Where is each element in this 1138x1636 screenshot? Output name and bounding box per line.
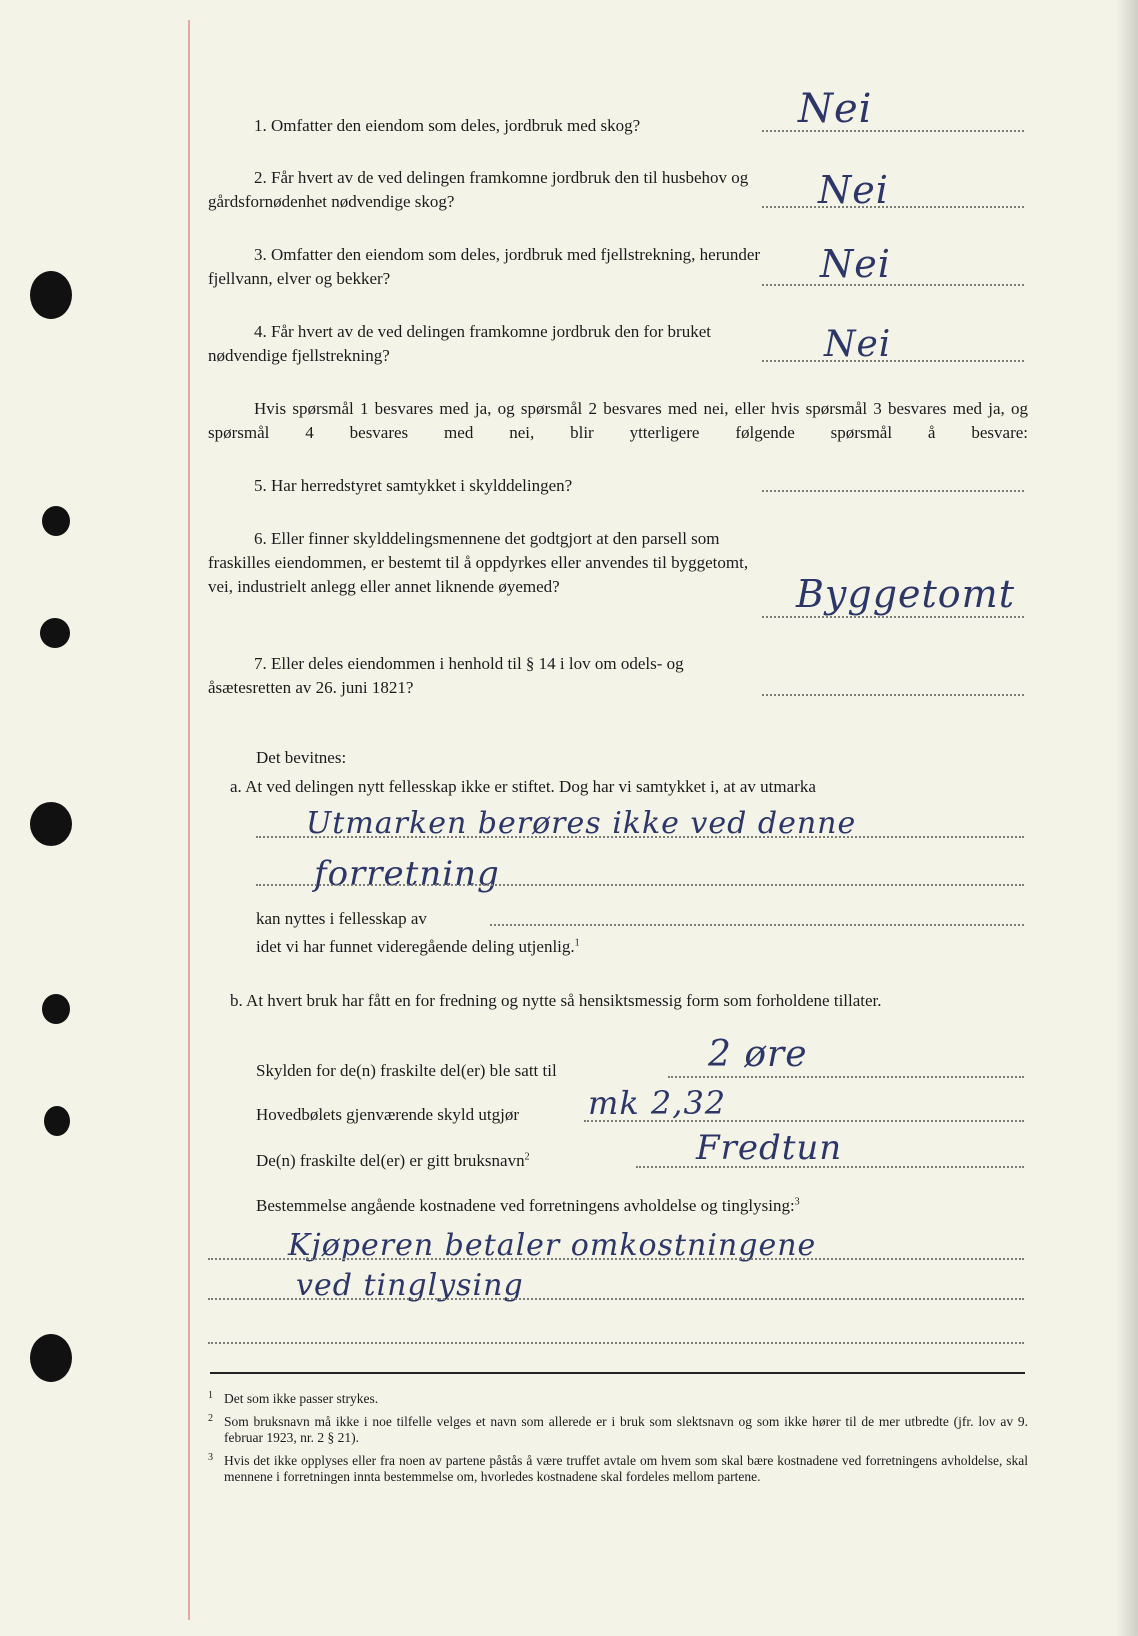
- punch-hole: [30, 1334, 72, 1382]
- skyld-line: [668, 1076, 1024, 1078]
- witness-heading: Det bevitnes:: [256, 748, 347, 767]
- question-3-text: 3. Omfatter den eiendom som deles, jordbruk med fjellstrekning, herunder fjellvann, elver og bekker?: [208, 245, 761, 288]
- footnote-2: [208, 1414, 1028, 1446]
- punch-hole: [42, 994, 70, 1024]
- witness-a-text: a. At ved delingen nytt fellesskap ikke er stiftet. Dog har vi samtykket i, at av utmarka: [230, 777, 816, 796]
- skyld-label: Skylden for de(n) fraskilte del(er) ble satt til: [256, 1061, 557, 1080]
- question-7-text: 7. Eller deles eiendommen i henhold til § 14 i lov om odels- og åsætesretten av 26. juni 1821?: [208, 654, 684, 697]
- answer-line-3: [762, 284, 1024, 286]
- red-margin-line: [188, 20, 190, 1620]
- footnote-1-text: Det som ikke passer strykes.: [224, 1391, 379, 1406]
- answer-line-2: [762, 206, 1024, 208]
- answer-line-4: [762, 360, 1024, 362]
- bruksnavn-label: [256, 1149, 530, 1173]
- bruksnavn-value-handwritten: Fredtun: [696, 1128, 843, 1168]
- witness-a-line-1: [256, 836, 1024, 838]
- footnote-1: [208, 1391, 1028, 1407]
- footnote-ref-1: 1: [574, 937, 580, 949]
- footnote-ref-3: 3: [794, 1196, 800, 1208]
- answer-6-handwritten: Byggetomt: [796, 572, 1015, 616]
- footnote-2-text: Som bruksnavn må ikke i noe tilfelle velges et navn som allerede er i bruk som slektsnavn og som ikke hører til de mer utbredte (jfr. lov av 9. februar 1923, nr. 2 § 21).: [224, 1414, 1028, 1445]
- hoved-label: Hovedbølets gjenværende skyld utgjør: [256, 1105, 519, 1124]
- witness-a-reason-text: idet vi har funnet videregående deling utjenlig.: [256, 937, 575, 956]
- witness-a-line-2: [256, 884, 1024, 886]
- answer-line-7: [762, 694, 1024, 696]
- witness-a-handwritten-line-2: forretning: [314, 854, 500, 894]
- footnote-separator: [210, 1372, 1025, 1374]
- punch-hole: [40, 618, 70, 648]
- question-2-text: 2. Får hvert av de ved delingen framkomne jordbruk den til husbehov og gårdsfornødenhet nødvendige skog?: [208, 168, 749, 211]
- punch-hole: [44, 1106, 70, 1136]
- question-1-text: 1. Omfatter den eiendom som deles, jordbruk med skog?: [254, 116, 641, 135]
- answer-2-handwritten: Nei: [818, 168, 889, 212]
- kostnad-line-2: [208, 1298, 1024, 1300]
- kostnad-label: [256, 1194, 800, 1218]
- hoved-value-handwritten: mk 2,32: [588, 1084, 727, 1122]
- footnote-3: [208, 1453, 1028, 1485]
- kostnad-label-text: Bestemmelse angående kostnadene ved forretningens avholdelse og tinglysing:: [256, 1196, 795, 1215]
- witness-a-handwritten-line-1: Utmarken berøres ikke ved denne: [306, 806, 857, 841]
- answer-1-handwritten: Nei: [798, 86, 873, 132]
- page-edge-shadow: [1116, 0, 1138, 1636]
- kostnad-value-handwritten-line-1: Kjøperen betaler omkostningene: [288, 1228, 817, 1263]
- kostnad-line-3: [208, 1342, 1024, 1344]
- footnote-2-number: 2: [208, 1413, 213, 1424]
- witness-a-shared: kan nyttes i fellesskap av: [256, 909, 427, 928]
- witness-a-shared-line: [490, 924, 1024, 926]
- footnote-ref-2: 2: [524, 1151, 530, 1163]
- witness-b-text: b. At hvert bruk har fått en for fredning og nytte så hensiktsmessig form som forholdene tillater.: [230, 991, 882, 1010]
- conditional-instruction: Hvis spørsmål 1 besvares med ja, og spørsmål 2 besvares med nei, eller hvis spørsmål 3 besvares med ja, og spørsmål 4 besvares med nei, blir ytterligere følgende spørsmål å besvare:: [208, 399, 1028, 442]
- answer-3-handwritten: Nei: [820, 242, 891, 286]
- answer-line-5: [762, 490, 1024, 492]
- punch-hole: [30, 802, 72, 846]
- question-4-text: 4. Får hvert av de ved delingen framkomne jordbruk den for bruket nødvendige fjellstrekning?: [208, 322, 711, 365]
- kostnad-value-handwritten-line-2: ved tinglysing: [296, 1268, 524, 1303]
- bruksnavn-label-text: De(n) fraskilte del(er) er gitt bruksnavn: [256, 1151, 525, 1170]
- answer-line-6: [762, 616, 1024, 618]
- footnote-1-number: 1: [208, 1390, 213, 1401]
- footnote-3-text: Hvis det ikke opplyses eller fra noen av partene påstås å være truffet avtale om hvem som skal bære kostnadene ved forretningens avholdelse, skal mennene i forretningen innta bestemmelse om, hvorledes kostnadene skal fordeles mellom partene.: [224, 1453, 1028, 1484]
- skyld-value-handwritten: 2 øre: [708, 1034, 808, 1075]
- kostnad-line-1: [208, 1258, 1024, 1260]
- punch-hole: [42, 506, 70, 536]
- answer-4-handwritten: Nei: [824, 324, 892, 365]
- punch-hole: [30, 271, 72, 319]
- witness-a-reason: [256, 935, 580, 959]
- question-5-text: 5. Har herredstyret samtykket i skylddelingen?: [254, 476, 573, 495]
- question-6-text: 6. Eller finner skylddelingsmennene det godtgjort at den parsell som fraskilles eiendommen, er bestemt til å oppdyrkes eller anvendes til byggetomt, vei, industrielt anlegg eller annet liknende øyemed?: [208, 529, 749, 596]
- footnote-3-number: 3: [208, 1452, 213, 1463]
